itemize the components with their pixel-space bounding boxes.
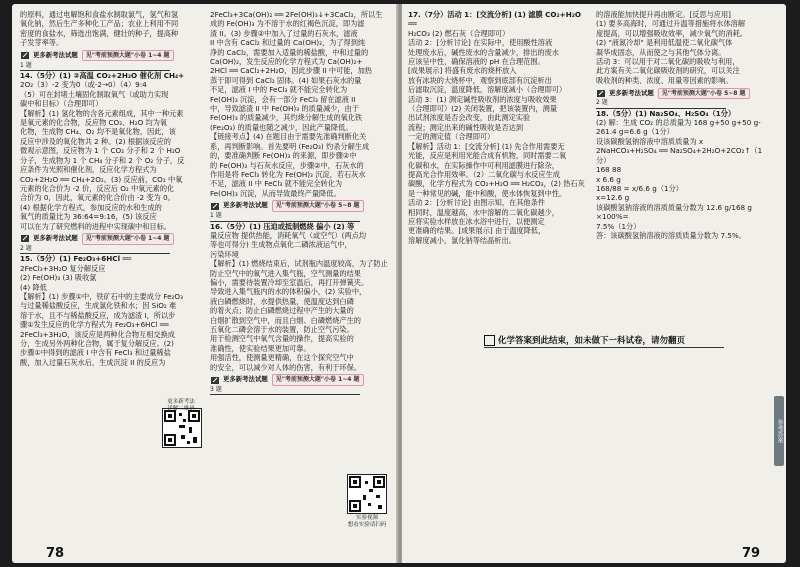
text-line: 应将实验水样放在冰水浴中进行，以便测定 [408, 216, 545, 226]
text-line: 氧化钠，然后生产多种化工产品；农业上利用不同 [20, 19, 179, 29]
text-line: 吸收剂的种类、浓度、用量等因素的影响。 [596, 75, 733, 85]
text-line: (4) 降低 [20, 282, 47, 292]
text-line: 的溶液能加快提升再由断定。[反思与应用] [596, 10, 731, 19]
text-line: 渣 II。(3) 步骤②中加入了过量的石灰水，滤液 [210, 28, 358, 38]
page-number: 79 [742, 546, 761, 561]
text-line: 碳中和目标）（合理即可） [20, 99, 103, 109]
text-line: 的着火点；防止白磷燃烧过程中产生的大量的 [210, 306, 354, 316]
text-line: 元素的化合价为 -2 价，反应后 O₂ 中氧元素的化 [20, 183, 175, 193]
text-line: 【解析】(1) 氢化物的含各元素组成，其中一种元素 [20, 108, 184, 118]
text-line: 2O₂（3）-2 变为0（或-2→0）（4）9:4 [20, 80, 147, 90]
banner-sub: 2 题 [596, 98, 726, 108]
text-line: (2) 解：生成 CO₂ 的总质量为 168 g+50 g+50 g- [596, 118, 761, 128]
text-line: （5）可在封堵土壤固化制取氧气（或助力实现 [20, 89, 169, 99]
end-note [484, 334, 685, 346]
text-line: (2) Fe(OH)₃ (3) 吸收氯 [20, 273, 97, 283]
text-line: 白烟扩散到空气中，而且白烟、白磷燃烧产生的 [210, 315, 361, 325]
text-line: 的，要准确判断 Fe(OH)₃ 的来源，即步骤②中 [210, 151, 357, 161]
text-line: 液白磷燃烧时，水提供热量，使温度达到白磷 [210, 296, 354, 306]
text-line: 提高光合作用效率。（2）二氧化碳与水反应生成 [408, 169, 560, 179]
qr-caption: 更多新考法 详解二维码 [167, 399, 195, 412]
left-page [12, 4, 398, 563]
text-line: 系，再判断影响。首先要明 (Fe₂O₃) 灼杀分解生成 [210, 141, 370, 151]
text-line: Fe(OH)₃ 沉淀，从而导致最终产量降低。 [210, 188, 341, 198]
banner-title: 更多新考法试题 [223, 201, 268, 210]
text-line: 准确性，使实验结果更加可靠。 [210, 343, 311, 353]
text-line: 2FeCl₃+3Ca(OH)₂ ══ 2Fe(OH)₃↓+3CaCl₂，所以生 [210, 10, 383, 19]
text-line: (1) 要多高海时，可通过升温等措施将水体溶解 [596, 19, 746, 29]
text-line: 光能，反应是利用光能合成有机物，同时需要二氧 [408, 151, 567, 161]
text-line: 反应中涉及的氧化物共 2 种。(2) 根据该反应的 [20, 136, 171, 146]
qr-code-icon[interactable] [162, 408, 202, 448]
text-line: 【解析】(1) 燃烧结束后，试剂瓶内温度较高，为了防止 [210, 259, 388, 269]
right-column-2 [596, 10, 768, 240]
text-line: 应该呈中性，确保溶液的 pH 在合理范围。 [408, 57, 545, 67]
text-line: 2HCl ══ CaCl₂+2H₂O，因此步骤 II 中可能，加热 [210, 66, 372, 76]
question-15-head: 15.（5分）(1) Fe₂O₃+6HCl ══ [20, 254, 132, 264]
question-17-head: 17.（7分）活动 1：[交流分析] (1) 滤膜 CO₂+H₂O ══ [408, 10, 581, 29]
banner-title: 更多新考法试题 [33, 50, 78, 59]
text-line: 氧气的质量比为 36:64=9:16，(5) 该反应 [20, 212, 157, 222]
text-line: 的安全，可以减少对人体的伤害，有利于环保。 [210, 362, 361, 372]
text-line: 化物，生成物 CH₄、O₂ 均不是氧化物，因此，该 [20, 127, 176, 137]
text-line: 是氧元素的化合物，反应物 CO₂、H₂O 均为氧 [20, 118, 168, 128]
text-line: 作用是将 FeCl₃ 转化为 Fe(OH)₃ 沉淀，若石灰水 [210, 169, 366, 179]
text-line: H₂CO₃ (2) 燃石灰（合理即可） [408, 28, 510, 38]
text-line: 度提高，可以增强吸收效率，减少氧气的消耗。 [596, 28, 747, 38]
text-line: 是一种常见的碱，能中和酸，使水体恢复到中性。 [408, 188, 567, 198]
text-line: 五氧化二磷会溶于水的装置，防止空气污染。 [210, 325, 354, 334]
side-tab: 参考答案 [774, 396, 784, 466]
banner-sub: 3 题 [210, 385, 360, 395]
text-line: 流程；测定出来的碱性吸收是否达到 [408, 122, 524, 132]
text-line: 2NaHCO₃+H₂SO₄ ══ Na₂SO₄+2H₂O+2CO₂↑（1分） [596, 146, 763, 165]
text-line: 2FeCl₃+3H₂O 复分解反应 [20, 263, 106, 273]
text-line: 活动 2：[分析讨论] 在实际中，使用酸性溶液 [408, 38, 553, 48]
text-line: 更准确的结果。[成果展示] 由于温度降低， [408, 226, 546, 236]
banner-tag: 见"考前预测大题"小卷 1~4 题 [82, 233, 174, 244]
text-line: 与过量稀盐酸反应，生成氯化铁和水；因 SiO₂ 难 [20, 301, 177, 311]
text-line: 出试剂浓度是否会改变，由此测定实验 [408, 113, 531, 123]
end-note-underline [484, 347, 724, 348]
text-line: （合理即可）(2) 关闭装置，把该装置内，测量 [408, 104, 558, 114]
pencil-icon [210, 376, 220, 385]
text-line: 溶于水，且不与稀盐酸反应，成为滤渣 I，所以步 [20, 310, 176, 320]
text-line: 【链接考点】(4) 在题目由于需要先准确判断化关 [210, 132, 367, 142]
pencil-icon [596, 89, 606, 98]
text-line: 净的 CaCl₂，需要加入适量的稀盐酸，中和过量的 [210, 47, 369, 57]
pencil-icon [210, 202, 220, 211]
text-line: 应条件为光照和催化剂，反应化学方程式为 [20, 165, 157, 175]
text-line: 用强活性，使测量更精确，在这个探究空气中 [210, 353, 354, 363]
more-questions-banner [210, 375, 392, 385]
end-note-text: 化学答案到此结束，如未做下一科试卷，请勿翻页 [498, 336, 686, 346]
text-line: 化碳和水，在实际操作中可利用滤膜进行除杂， [408, 160, 559, 170]
text-line: 骤①发生反应的化学方程式为 Fe₂O₃+6HCl ══ [20, 320, 169, 330]
banner-sub: 2 题 [20, 244, 170, 254]
page-number: 78 [46, 546, 65, 561]
banner-tag: 见"考前预测大题"小卷 5~8 题 [272, 200, 364, 211]
text-line: 7.5%（1分） [596, 221, 641, 231]
text-line: 合价为 0，因此，氧元素的化合价由 -2 变为 0。 [20, 193, 175, 203]
question-18-head: 18.（5分）(1) Na₂SO₄、H₂SO₄（1分） [596, 108, 736, 118]
text-line: 不足，滤液 I 中的 FeCl₃ 就不能完全转化为 [210, 85, 348, 95]
text-line: [成果展示] 将盛有废水的烧杯放入 [408, 66, 517, 76]
text-line: 答：该碳酸氢钠溶液的溶质质量分数为 7.5%。 [596, 230, 746, 240]
question-14-head: 14.（5分）(1) ②高温 CO₂+2H₂O 催化剂 CH₄+ [20, 71, 185, 81]
text-line: (2) "液氮冷却" 是利用低温使二氧化碳气体 [596, 38, 733, 48]
text-line: 后滤取沉淀，温度降低，溶解度减小（合理即可） [408, 85, 567, 95]
text-line: 等也可得分) 生成物点氧化二磷浓液运气中， [210, 240, 352, 250]
text-line: 的原料，通过电解饱和食盐水制取氯气，氢气和氢 [20, 10, 179, 19]
text-line: 此方案有关二氧化碳吸收剂的研究，可以关注 [596, 66, 740, 76]
text-line: 凝华成固态，从而使之与其他气体分离。 [596, 47, 726, 57]
text-line: 261.4 g=6.6 g（1分） [596, 127, 674, 137]
text-line: 污染环境 [210, 249, 239, 259]
pencil-icon [20, 51, 30, 60]
text-line: 微观示意图，反应物为 1 个 CO₂ 分子和 2 个 H₂O [20, 146, 181, 156]
text-line: Fe(OH)₃ 沉淀，会有一部分 FeCl₃ 留在滤液 II [210, 94, 356, 104]
text-line: 分子，生成物为 1 个 CH₄ 分子和 2 个 O₂ 分子，反 [20, 155, 185, 165]
left-column-2 [210, 10, 392, 395]
text-line: 2FeCl₃+3H₂O，该反应是两种化合物互相交换成 [20, 329, 175, 339]
question-16-head: 16.（5分）(1) 压迫或抵制燃烧 偏小 (2) 等 [210, 221, 355, 231]
text-line: 导致进入集气瓶内的水的体积偏小，(2) 实验中， [210, 287, 367, 297]
text-line: 密度的食盐水，筛选出饱满，健壮的种子，提高种 [20, 28, 179, 38]
right-column-1 [408, 10, 590, 245]
text-line: Ca(OH)₂，发生反应的化学方程式为 Ca(OH)₂+ [210, 57, 363, 67]
banner-tag: 见"考前预测大题"小卷 1~4 题 [272, 374, 364, 385]
more-questions-banner [210, 201, 392, 211]
text-line: 相同时，温度越高，水中溶解的二氧化碳越少， [408, 207, 559, 217]
text-line: 酸，加入过量石灰水后，生成沉淀 II 的反应为 [20, 357, 166, 367]
text-line: x 6.6 g [596, 174, 621, 184]
text-line: Fe(OH)₃ 的质量减少，其灼烧分解生成的氧化铁 [210, 113, 363, 123]
text-line: 处理废水后，碱性废水的含量减少，排出的废水 [408, 47, 559, 57]
text-line: (4) 根据化学方程式，参加反应的水和生成的 [20, 202, 162, 212]
text-line: 子发芽率等。 [20, 38, 64, 48]
right-page [402, 4, 786, 563]
banner-tag: 见"考前预测大题"小卷 1~4 题 [82, 50, 174, 61]
text-line: 蒸干即可得到 CaCl₂ 固体。(4) 如果石灰水的量 [210, 75, 362, 85]
text-line: 碳酸，化学方程式为 CO₂+H₂O ══ H₂CO₃，(2) 热石灰 [408, 179, 585, 189]
text-line: 【解析】(1) 步骤①中，铁矿石中的主要成分 Fe₂O₃ [20, 291, 183, 301]
text-line: 设该碳酸氢钠溶液中溶质质量为 x [596, 136, 704, 146]
text-line: CO₂+2H₂O ══ CH₄+2O₂。(3) 反应前，CO₂ 中氧 [20, 174, 183, 184]
text-line: 活动 2：[分析讨论] 由图示知，在其他条件 [408, 198, 545, 208]
more-questions-banner [596, 88, 768, 98]
banner-sub: 1 题 [210, 211, 360, 221]
text-line: 成的 Fe(OH)₃ 为不溶于水的红褐色沉淀，即为滤 [210, 19, 365, 29]
text-line: 活动 3：(1) 测定碱性吸收剂的浓度与吸收效果 [408, 94, 557, 104]
text-line: 不足，滤液 II 中 FeCl₃ 就不能完全转化为 [210, 179, 343, 189]
text-line: 用于检测空气中氧气含量的操作，提高实验的 [210, 334, 354, 344]
text-line: 168/88 = x/6.6 g（1分） [596, 183, 683, 193]
text-line: x=12.6 g [596, 193, 630, 203]
text-line: 活动 3：可以用于对二氧化碳的吸收与利用， [596, 57, 740, 67]
text-line: 防止空气中的氧气进入集气瓶，空气测量的结果 [210, 268, 361, 278]
text-line: 放有冰块的大烧杯中，观察到底部有沉淀析出 [408, 75, 552, 85]
more-questions-banner [20, 234, 204, 244]
text-line: 的 Fe(OH)₃ 与石灰水反应，步骤②中，石灰水的 [210, 160, 364, 170]
text-line: 溶解度减小，氯化钠等结晶析出。 [408, 235, 516, 245]
text-line: II 中含有 CaCl₂ 和过量的 Ca(OH)₂，为了得到纯 [210, 38, 366, 48]
text-line: 一定的测定值（合理即可） [408, 132, 495, 142]
banner-title: 更多新考法试题 [33, 234, 78, 243]
book-icon [484, 335, 495, 346]
text-line: 168 88 [596, 165, 622, 175]
qr-code-icon[interactable] [347, 474, 387, 514]
text-line: 量反应物 提供热能，消耗氧气（或空气）(两点均 [210, 230, 367, 240]
banner-sub: 1 题 [20, 61, 170, 71]
text-line: 步骤①中得到的滤液 I 中含有 FeCl₃ 和过量稀盐 [20, 348, 171, 358]
text-line: 可以在为了研究燃料的进程中实现碳中和目标。 [20, 221, 171, 231]
text-line: 分，生成另外两种化合物，属于复分解反应。(2) [20, 339, 174, 348]
text-line: (Fe₂O₃) 的质量也随之减少，因此产量降低。 [210, 122, 353, 132]
text-line: 偏小，需要待装置冷却至室温后，再打开弹簧夹。 [210, 277, 369, 287]
banner-title: 更多新考法试题 [609, 88, 654, 97]
left-column-1 [20, 10, 204, 367]
text-line: 该碳酸氢钠溶液的溶质质量分数为 12.6 g/168 g ×100%= [596, 202, 752, 222]
text-line: 中，导致滤渣 II 中 Fe(OH)₃ 的质量减少，由于 [210, 104, 359, 114]
pencil-icon [20, 234, 30, 243]
banner-tag: 见"考前预测大题"小卷 5~8 题 [658, 88, 750, 99]
banner-title: 更多新考法试题 [223, 375, 268, 384]
text-line: 【解析】活动 1：[交流分析] (1) 先合作用需要无 [408, 141, 565, 151]
qr-caption: 实验视频 想看实验请扫码 [347, 515, 387, 528]
more-questions-banner [20, 51, 204, 61]
